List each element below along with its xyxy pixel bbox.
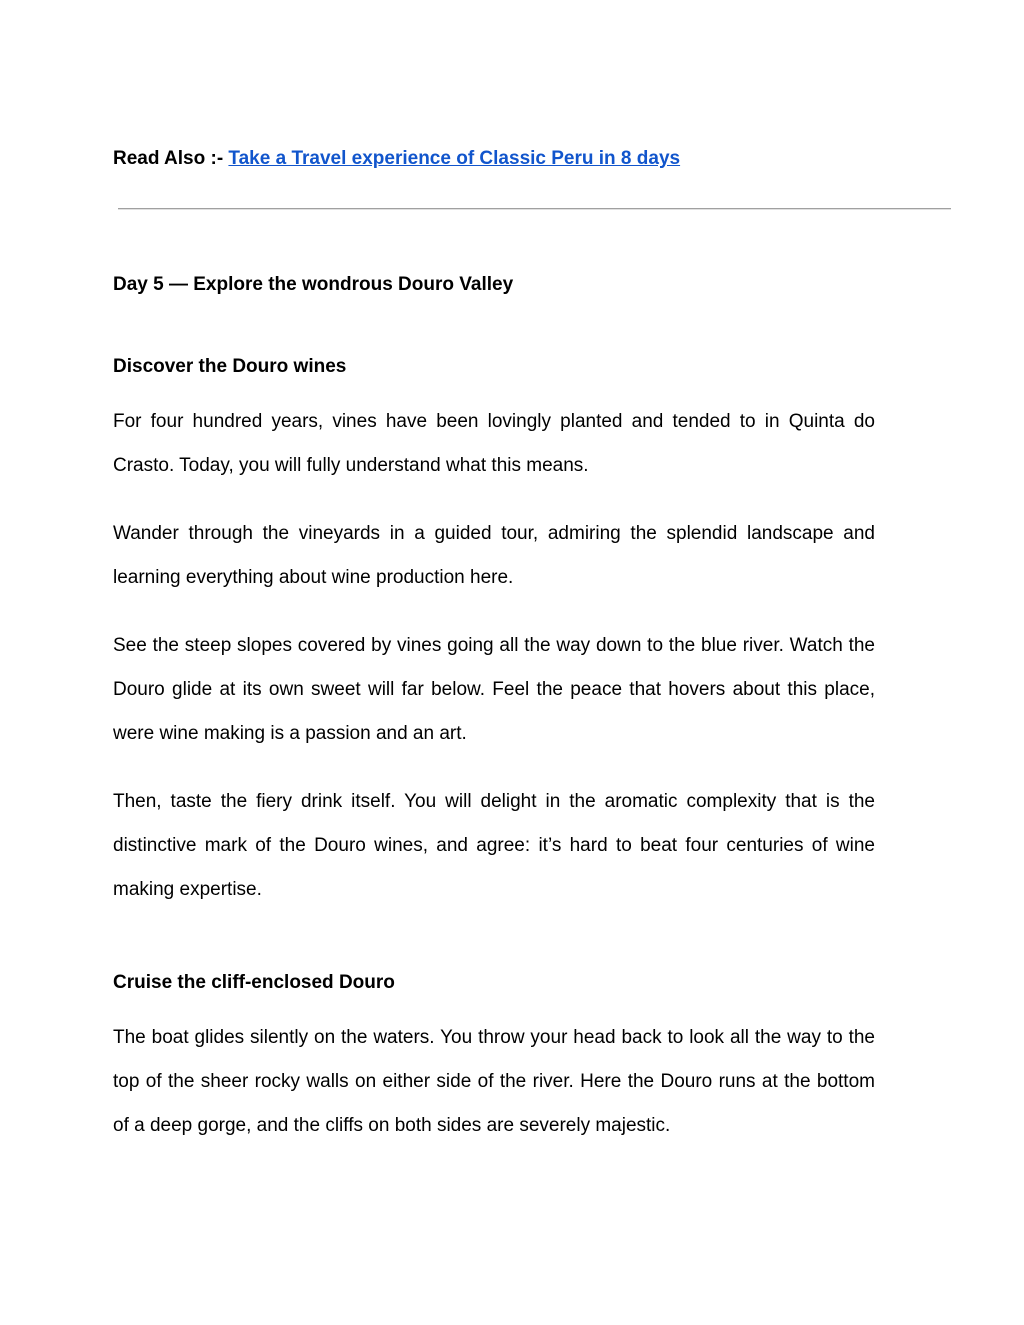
paragraph-steep-slopes: See the steep slopes covered by vines going all the way down to the blue river. Watch the Douro glide at its own sweet will far below. Feel the peace that hovers about this place, were wine making is a passion and an art. bbox=[113, 635, 875, 744]
read-also-link[interactable]: Take a Travel experience of Classic Peru in 8 days bbox=[228, 148, 681, 169]
paragraph-taste-wine: Then, taste the fiery drink itself. You will delight in the aromatic complexity that is the distinctive mark of the Douro wines, and agree: it’s hard to beat four centuries of wine making expertise. bbox=[113, 791, 875, 900]
paragraph-vines-history: For four hundred years, vines have been lovingly planted and tended to in Quinta do Crasto. Today, you will fully understand what this means. bbox=[113, 411, 875, 476]
paragraph-vineyard-tour: Wander through the vineyards in a guided tour, admiring the splendid landscape and learning everything about wine production here. bbox=[113, 523, 875, 588]
section-heading-cruise: Cruise the cliff-enclosed Douro bbox=[113, 972, 395, 993]
paragraph-boat-cruise: The boat glides silently on the waters. You throw your head back to look all the way to the top of the sheer rocky walls on either side of the river. Here the Douro runs at the bottom of a deep gorge, and the cliffs on both sides are severely majestic. bbox=[113, 1027, 875, 1136]
read-also-label: Read Also :- bbox=[113, 148, 229, 169]
read-also-line bbox=[113, 146, 680, 172]
section-heading-wines: Discover the Douro wines bbox=[113, 356, 347, 377]
day-heading: Day 5 — Explore the wondrous Douro Valley bbox=[113, 274, 514, 295]
horizontal-divider bbox=[118, 208, 951, 210]
